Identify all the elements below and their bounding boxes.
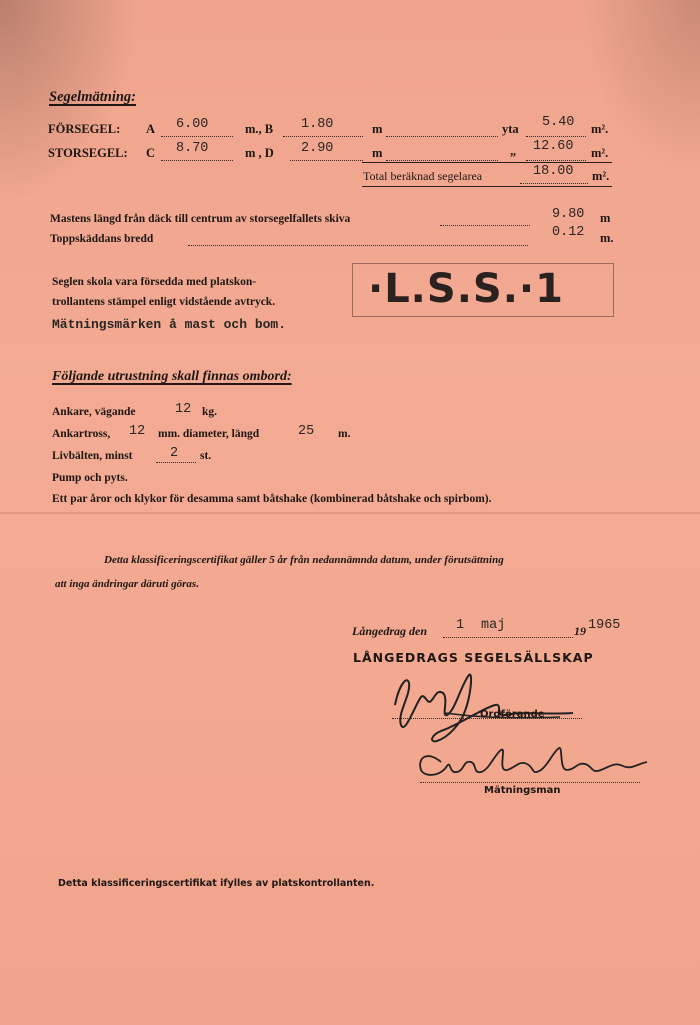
- paper-fold-line: [0, 512, 700, 514]
- foresail-label: FÖRSEGEL:: [48, 122, 121, 136]
- foresail-area-value: 5.40: [542, 115, 575, 130]
- date-year: 1965: [588, 618, 621, 633]
- lifebelt-label: Livbälten, minst: [52, 450, 133, 462]
- mainsail-c-unit: m , D: [245, 146, 274, 160]
- foresail-area-label: yta: [502, 122, 519, 136]
- dotted-line: [161, 136, 233, 137]
- footer-note: Detta klassificeringscertifikat ifylles av platskontrollanten.: [58, 878, 375, 889]
- foresail-area-unit: m².: [591, 122, 609, 136]
- lifebelt-value: 2: [170, 446, 179, 461]
- anchor-rope-length: 25: [298, 424, 315, 439]
- chairman-role: Ordförande: [480, 709, 545, 720]
- dotted-line: [520, 183, 588, 184]
- dotted-line: [443, 637, 573, 638]
- inspector-stamp: ·L.S.S.·1: [368, 266, 564, 312]
- topmast-width-unit: m.: [600, 231, 614, 245]
- lifebelt-unit: st.: [200, 450, 212, 462]
- mainsail-d-unit: m: [372, 146, 383, 160]
- anchor-rope-diameter: 12: [129, 424, 146, 439]
- measurement-marks-note: Mätningsmärken å mast och bom.: [52, 317, 287, 332]
- dotted-line: [526, 160, 586, 161]
- stamp-note-line2: trollantens stämpel enligt vidstående avtryck.: [52, 296, 276, 308]
- total-rule-bottom: [362, 186, 612, 187]
- mainsail-label: STORSEGEL:: [48, 146, 128, 160]
- validity-line2: att inga ändringar däruti göras.: [55, 578, 199, 590]
- society-name: LÅNGEDRAGS SEGELSÄLLSKAP: [353, 650, 594, 665]
- topmast-width-value: 0.12: [552, 225, 585, 240]
- dotted-line: [440, 225, 530, 226]
- total-area-value: 18.00: [533, 164, 574, 179]
- mainsail-d-value: 2.90: [301, 141, 334, 156]
- place-label: Långedrag den: [352, 624, 427, 638]
- mast-length-unit: m: [600, 211, 611, 225]
- equipment-heading: Följande utrustning skall finnas ombord:: [52, 369, 292, 384]
- stamp-note-line1: Seglen skola vara försedda med platskon-: [52, 276, 257, 288]
- sail-measurement-heading: Segelmätning:: [49, 89, 137, 105]
- dotted-line: [386, 136, 498, 137]
- total-area-unit: m².: [592, 169, 610, 183]
- mainsail-area-ditto: „: [510, 144, 517, 158]
- pump-item: Pump och pyts.: [52, 472, 128, 484]
- date-month: maj: [481, 618, 506, 633]
- oars-item: Ett par åror och klykor för desamma samt båtshake (kombinerad båtshake och spirbom).: [52, 493, 492, 505]
- chairman-signature: [385, 665, 585, 750]
- anchor-rope-label: Ankartross,: [52, 428, 111, 440]
- dotted-line: [526, 136, 586, 137]
- dotted-line: [420, 782, 640, 783]
- measurer-role: Mätningsman: [484, 785, 561, 796]
- mainsail-area-unit: m².: [591, 146, 609, 160]
- total-area-label: Total beräknad segelarea: [363, 169, 483, 183]
- dotted-line: [290, 160, 363, 161]
- foresail-b-unit: m: [372, 122, 383, 136]
- anchor-value: 12: [175, 402, 192, 417]
- validity-line1: Detta klassificeringscertifikat gäller 5 år från nedannämnda datum, under förutsättning: [104, 554, 504, 566]
- dotted-line: [386, 160, 498, 161]
- anchor-rope-unit: m.: [338, 428, 351, 440]
- date-day: 1: [456, 618, 465, 633]
- dotted-line: [161, 160, 233, 161]
- mainsail-c-value: 8.70: [176, 141, 209, 156]
- dotted-line: [156, 462, 196, 463]
- year-prefix: 19: [574, 624, 586, 638]
- measurer-signature: [415, 742, 655, 787]
- dotted-line: [283, 136, 363, 137]
- anchor-rope-mid: mm. diameter, längd: [158, 428, 260, 440]
- foresail-a-label: A: [146, 122, 156, 136]
- foresail-b-value: 1.80: [301, 117, 334, 132]
- topmast-width-label: Toppskäddans bredd: [50, 233, 154, 245]
- anchor-label: Ankare, vägande: [52, 406, 136, 418]
- mast-length-value: 9.80: [552, 207, 585, 222]
- mainsail-area-value: 12.60: [533, 139, 574, 154]
- dotted-line: [188, 245, 528, 246]
- foresail-a-unit: m., B: [245, 122, 274, 136]
- mainsail-c-label: C: [146, 146, 156, 160]
- inspector-stamp-box: [352, 263, 614, 317]
- total-rule-top: [362, 162, 612, 163]
- mast-length-label: Mastens längd från däck till centrum av storsegelfallets skiva: [50, 213, 351, 225]
- anchor-unit: kg.: [202, 406, 218, 418]
- foresail-a-value: 6.00: [176, 117, 209, 132]
